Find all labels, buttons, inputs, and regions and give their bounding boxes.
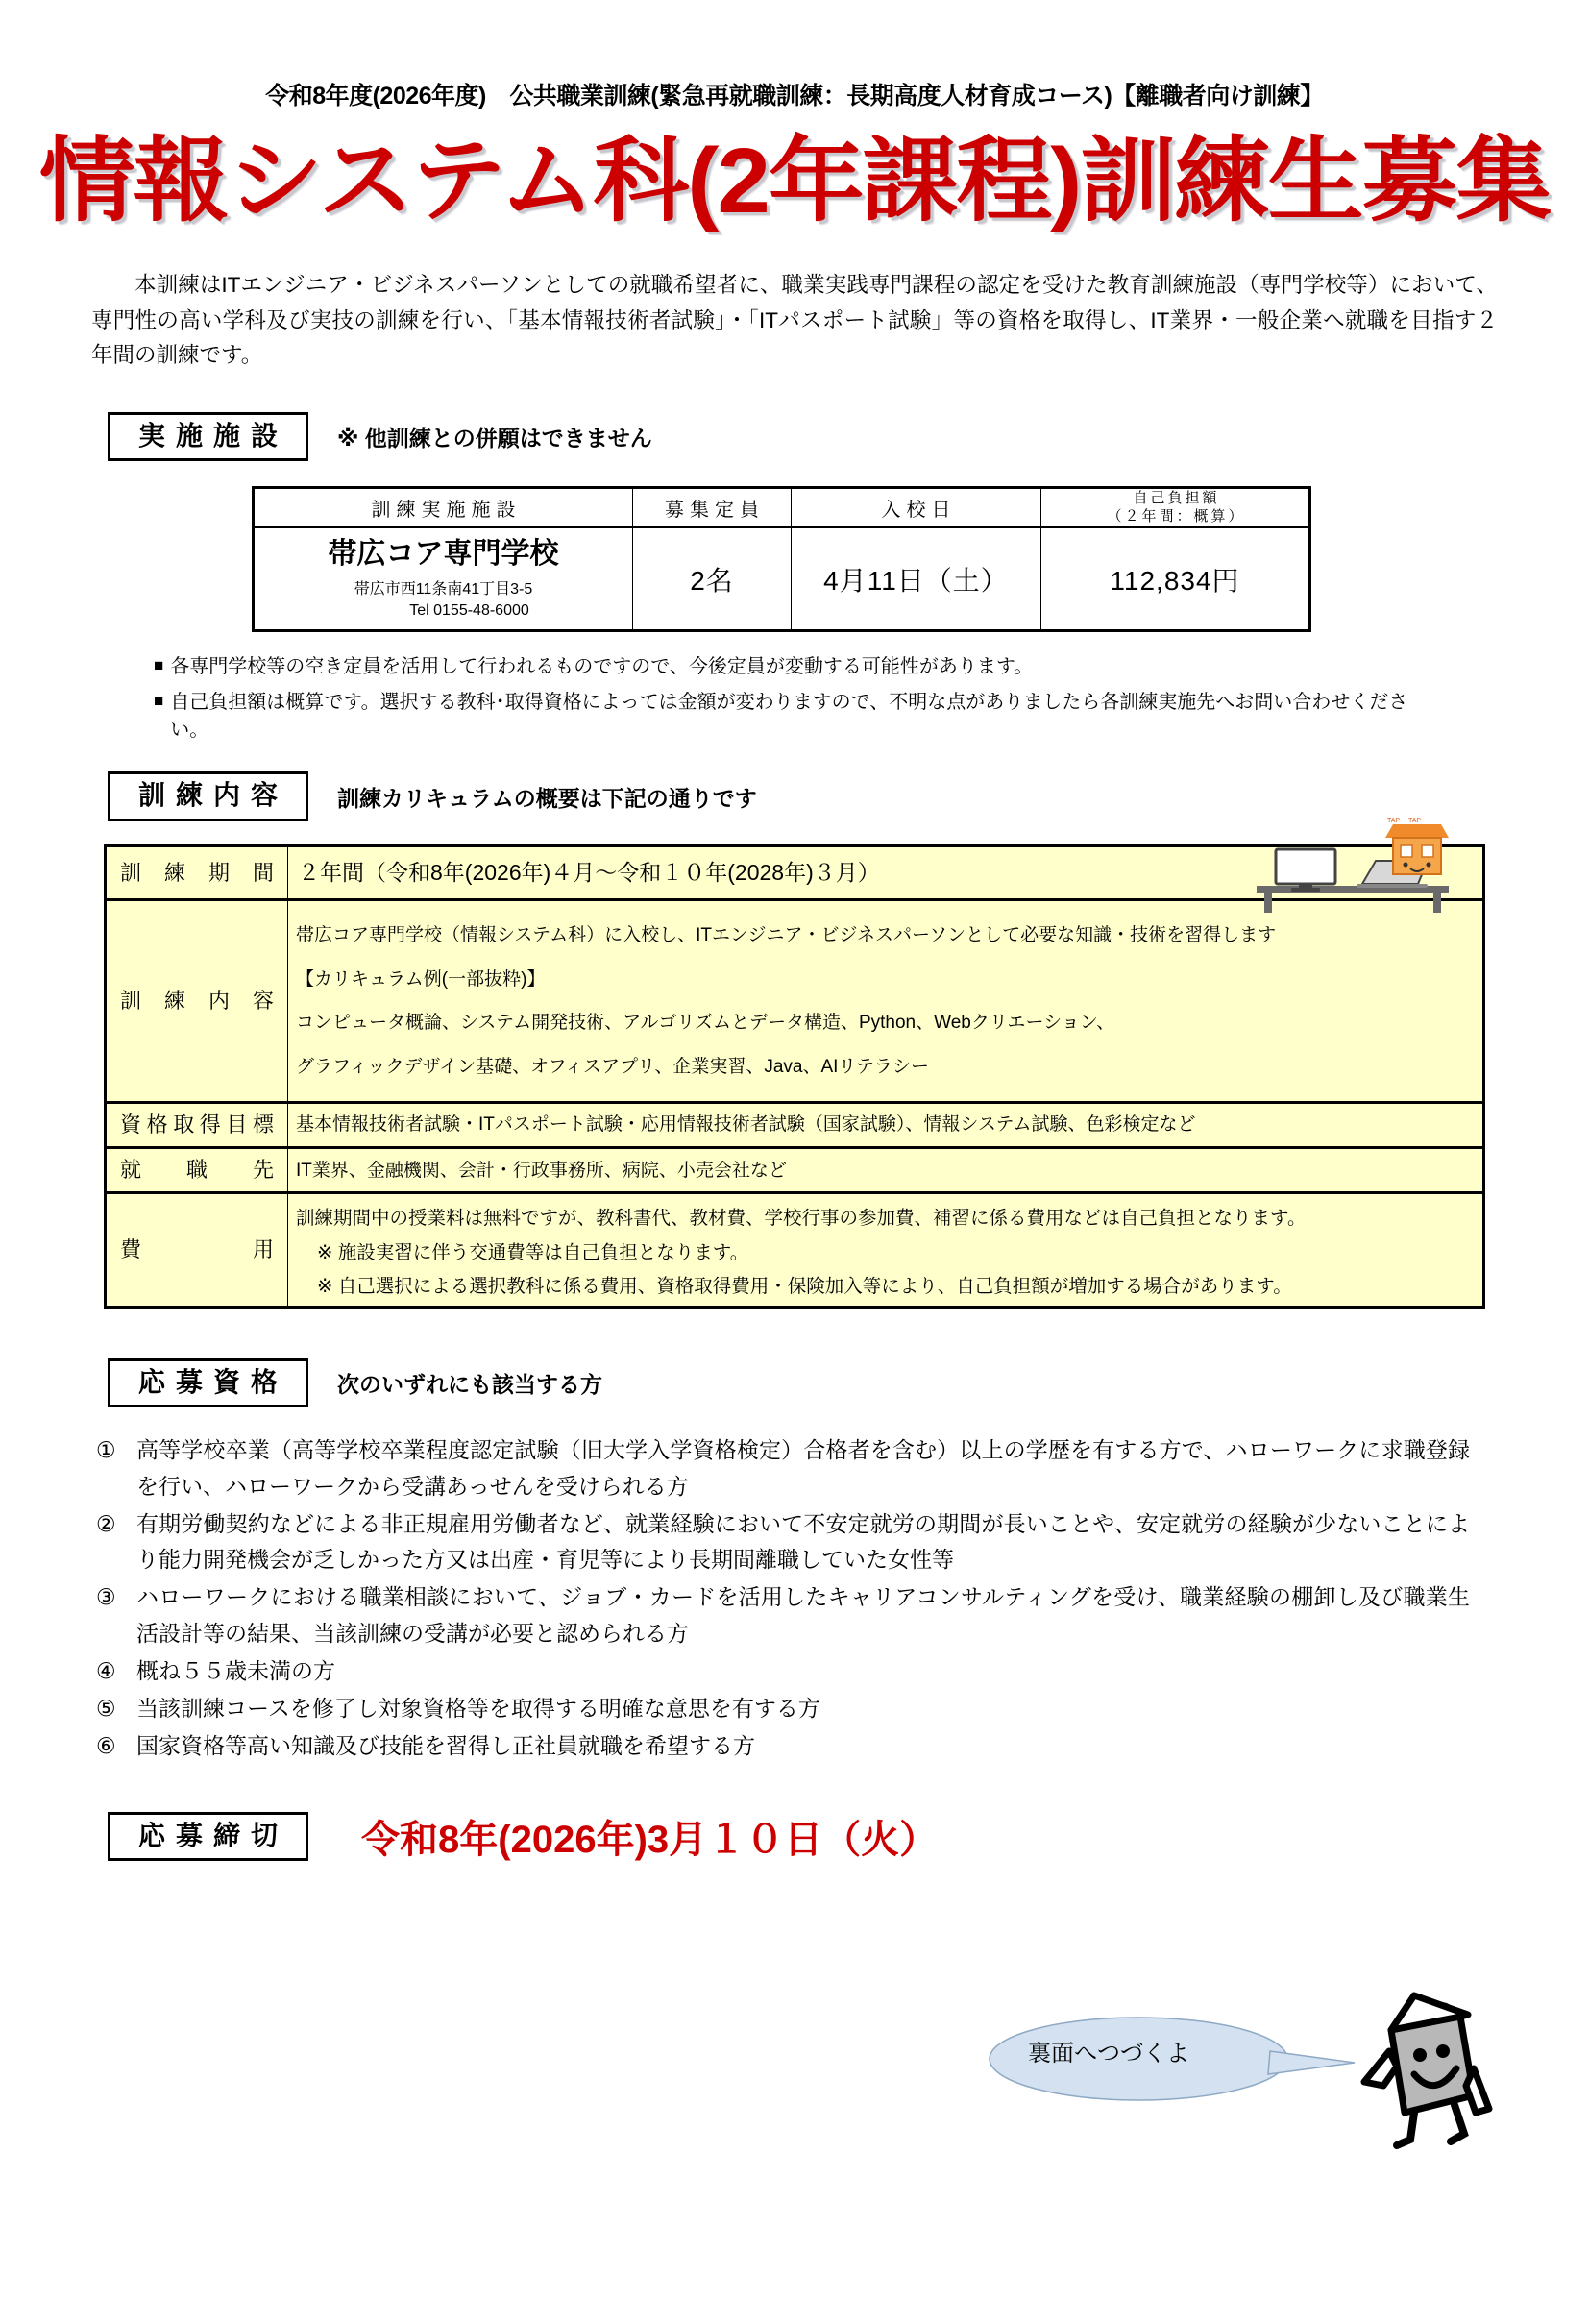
cell-facility-name: [254, 527, 633, 631]
list-item-number: ④: [96, 1657, 116, 1683]
label-training-period: 訓練期間: [106, 845, 288, 900]
col-capacity: 募集定員: [633, 487, 792, 526]
deadline-heading: 応募締切: [108, 1812, 308, 1861]
svg-text:TAP: TAP: [1408, 818, 1422, 824]
col-self-pay-line1: 自己負担額: [1133, 489, 1220, 506]
svg-text:TAP: TAP: [1387, 818, 1401, 824]
eligibility-heading: 応募資格: [108, 1358, 308, 1407]
cell-entry-date: 4月11日（土）: [792, 527, 1041, 631]
label-cost: 費用: [106, 1193, 288, 1308]
square-bullet-icon: ■: [154, 656, 164, 675]
cost-line-1: 訓練期間中の授業料は無料ですが、教科書代、教材費、学校行事の参加費、補習に係る費用などは自己負担となります。: [296, 1208, 1307, 1230]
table-row-content: [106, 900, 1484, 1103]
label-certification-goal: 資格取得目標: [106, 1103, 288, 1148]
list-item: [96, 1432, 1470, 1504]
value-cost: [288, 1193, 1484, 1308]
square-bullet-icon: ■: [154, 692, 164, 711]
col-entry-date: 入校日: [792, 487, 1041, 526]
mascot-speech-text: 裏面へつづくよ: [1028, 2041, 1189, 2067]
col-self-pay: [1041, 487, 1310, 526]
facility-heading: 実施施設: [108, 412, 308, 461]
col-self-pay-line2: （２年間：概算）: [1107, 508, 1246, 526]
cell-capacity: 2名: [633, 527, 792, 631]
school-name: 帯広コア専門学校: [328, 537, 559, 570]
list-item-text: 概ね５５歳未満の方: [136, 1657, 335, 1683]
list-item-text: 高等学校卒業（高等学校卒業程度認定試験（旧大学入学資格検定）合格者を含む）以上の学歴を有する方で、ハローワークに求職登録を行い、ハローワークから受講あっせんを受けられる方: [136, 1437, 1470, 1499]
facility-table-wrap: [252, 486, 1589, 632]
facility-table: [252, 486, 1311, 632]
content-section-header: [108, 771, 1589, 820]
deadline-section: [108, 1809, 1589, 1864]
list-item-number: ①: [96, 1437, 116, 1463]
table-row: [254, 527, 1310, 631]
table-header-row: [254, 487, 1310, 526]
facility-note-item: [154, 653, 1589, 681]
content-note: 訓練カリキュラムの概要は下記の通りです: [337, 785, 757, 811]
facility-note-text: 自己負担額は概算です。選択する教科･取得資格によっては金額が変わりますので、不明な点がありましたら各訓練実施先へお問い合わせください。: [170, 692, 1408, 742]
facility-note: ※ 他訓練との併願はできません: [337, 425, 652, 451]
poster-page: [0, 77, 1589, 2324]
eligibility-list: [96, 1432, 1470, 1764]
cost-line-2: ※ 施設実習に伴う交通費等は自己負担となります。: [317, 1241, 749, 1263]
list-item-text: ハローワークにおける職業相談において、ジョブ・カードを活用したキャリアコンサルティングを受け、職業経験の棚卸し及び職業生活設計等の結果、当該訓練の受講が必要と認められる方: [136, 1584, 1470, 1646]
list-item-text: 有期労働契約などによる非正規雇用労働者など、就業経験において不安定就労の期間が長いことや、安定就労の経験が少ないことにより能力開発機会が乏しかった方又は出産・育児等により長期間離職していた女性等: [136, 1510, 1470, 1573]
list-item-text: 国家資格等高い知識及び技能を習得し正社員就職を希望する方: [136, 1733, 755, 1759]
page-kicker: 令和8年度(2026年度) 公共職業訓練(緊急再就職訓練：長期高度人材育成コース)【離職者向け訓練】: [265, 83, 1324, 110]
list-item: [96, 1691, 1470, 1726]
facility-notes: [154, 653, 1589, 745]
eligibility-section-header: [108, 1358, 1589, 1407]
intro-paragraph: 本訓練はITエンジニア・ビジネスパーソンとしての就職希望者に、職業実践専門課程の認定を受けた教育訓練施設（専門学校等）において、専門性の高い学科及び実技の訓練を行い、「基本情報技術者試験」・「ITパスポート試験」等の資格を取得し、IT業界・一般企業へ就職を目指す２年間の訓練です。: [91, 273, 1498, 368]
col-facility-name: 訓練実施施設: [254, 487, 633, 526]
table-row-cost: [106, 1193, 1484, 1308]
value-training-period: ２年間（令和8年(2026年)４月～令和１０年(2028年)３月）: [288, 845, 1484, 900]
value-training-content: [288, 900, 1484, 1103]
table-row-certifications: [106, 1103, 1484, 1148]
cost-line-3: ※ 自己選択による選択教科に係る費用、資格取得費用・保険加入等により、自己負担額が増加する場合があります。: [317, 1275, 1292, 1297]
computer-desk-illustration: [1249, 817, 1470, 917]
eligibility-note: 次のいずれにも該当する方: [337, 1372, 603, 1398]
content-line-3: コンピュータ概論、システム開発技術、アルゴリズムとデータ構造、Python、Webクリエーション、: [296, 1013, 1115, 1034]
list-item: [96, 1579, 1470, 1651]
label-training-content: 訓練内容: [106, 900, 288, 1103]
list-item: [96, 1728, 1470, 1764]
mascot-illustration: [970, 1984, 1508, 2157]
list-item-number: ③: [96, 1584, 116, 1610]
list-item-number: ②: [96, 1510, 116, 1536]
cell-self-pay: 112,834円: [1041, 527, 1310, 631]
value-certification-goal: 基本情報技術者試験・ITパスポート試験・応用情報技術者試験（国家試験）、情報システム試験、色彩検定など: [288, 1103, 1484, 1148]
list-item: [96, 1506, 1470, 1578]
facility-note-text: 各専門学校等の空き定員を活用して行われるものですので、今後定員が変動する可能性があります。: [170, 656, 1034, 678]
list-item-text: 当該訓練コースを修了し対象資格等を取得する明確な意思を有する方: [136, 1696, 820, 1722]
label-employment-destination: 就職先: [106, 1148, 288, 1193]
page-title: 情報システム科(2年課程)訓練生募集: [38, 130, 1551, 232]
facility-section-header: [108, 412, 1589, 461]
school-telephone: Tel 0155-48-6000: [409, 601, 529, 619]
list-item: [96, 1653, 1470, 1689]
content-heading: 訓練内容: [108, 771, 308, 820]
school-address: 帯広市西11条南41丁目3-5: [354, 581, 533, 598]
list-item-number: ⑤: [96, 1696, 116, 1722]
content-line-1: 帯広コア専門学校（情報システム科）に入校し、ITエンジニア・ビジネスパーソンとして必要な知識・技術を習得します: [296, 925, 1277, 946]
table-row-employment: [106, 1148, 1484, 1193]
deadline-date: 令和8年(2026年)3月１０日（火）: [361, 1818, 939, 1861]
facility-note-item: [154, 689, 1589, 745]
content-line-2: 【カリキュラム例(一部抜粋)】: [296, 968, 546, 990]
content-line-4: グラフィックデザイン基礎、オフィスアプリ、企業実習、Java、AIリテラシー: [296, 1056, 930, 1077]
list-item-number: ⑥: [96, 1733, 116, 1759]
value-employment-destination: IT業界、金融機関、会計・行政事務所、病院、小売会社など: [288, 1148, 1484, 1193]
